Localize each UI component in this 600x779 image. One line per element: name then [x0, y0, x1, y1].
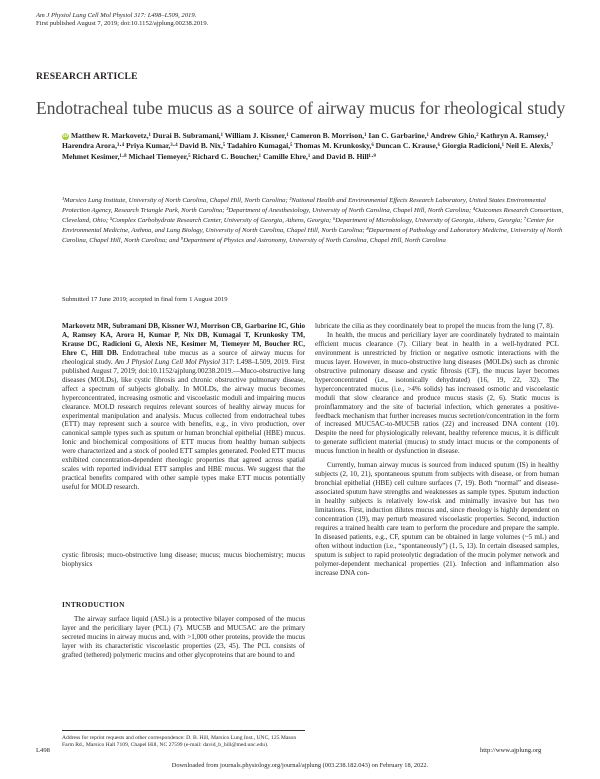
section-label: RESEARCH ARTICLE: [36, 71, 138, 82]
abstract-citation: Markovetz MR, Subramani DB, Kissner WJ, Morrison CB, Garbarine IC, Ghio A, Ramsey KA, Arora H, Kumar P, Nix DB, Kumagai T, Krunkosky TM, Krause DC, Radicioni G, Alexis NE, Kesimer M, Tiemeyer M, Boucher RC, Ehre C, Hill DB.: [62, 322, 305, 357]
author-list: [62, 131, 572, 162]
download-notice: Downloaded from journals.physiology.org/journal/ajplung (003.238.182.043) on February 18, 2022.: [171, 762, 429, 769]
article-title: Endotracheal tube mucus as a source of airway mucus for rheological study: [36, 98, 566, 118]
intro-paragraph: The airway surface liquid (ASL) is a protective bilayer composed of the mucus layer and the periciliary layer (PCL) (7). MUC5B and MUC5AC are the primary secreted mucins in airway mucus and, with >1,000 other proteins, provide the mucus layer with its characteristic viscoelastic properties (23, 45). The PCL consists of grafted (tethered) polymeric mucins and other glycoproteins that are bound to and: [62, 615, 305, 659]
journal-url-link[interactable]: http://www.ajplung.org: [480, 747, 542, 754]
journal-citation-line: Am J Physiol Lung Cell Mol Physiol 317: L498–L509, 2019.: [36, 12, 197, 19]
correspondence-footnote: Address for reprint requests and other correspondence: D. B. Hill, Marsico Lung Inst., UNC, 125 Mason Farm Rd., Marsico Hall 7109, Chapel Hill, NC 27599 (e-mail: david_b_hill@med.unc.edu).: [62, 735, 297, 749]
body-paragraph: Currently, human airway mucus is sourced from induced sputum (IS) in healthy subjects (2, 10, 21), spontaneous sputum from subjects with disease, or from human bronchial epithelial (HBE) cell culture surfaces (7, 19). Both “normal” and disease-associated sputum have strengths and weaknesses as sample types. Sputum induction in healthy subjects is relatively low-risk and minimally invasive but has two limitations. First, induction dilutes mucus and, since rheology is highly dependent on concentration (19), may perturb measured viscoelastic properties. Second, induction requires a trained health care team to perform the procedure and prepare the sample. In diseased patients, e.g., CF, sputum can be obtained in large volumes (~5 mL) and often without induction (i.e., “spontaneously”) (1, 5, 13). In certain diseased samples, sputum is subject to rapid proteolytic degradation of the mucin polymer network and polymer-dependent mechanical properties (21). Infection and inflammation also increase DNA con-: [315, 461, 559, 577]
body-paragraph: lubricate the cilia as they coordinately beat to propel the mucus from the lung (7, 8).: [315, 322, 554, 330]
introduction-text: [62, 615, 305, 660]
journal-header: [36, 12, 556, 29]
abstract: [62, 322, 305, 492]
submission-dates: Submitted 17 June 2019; accepted in final form 1 August 2019: [62, 296, 228, 303]
body-paragraph: In health, the mucus and periciliary layer are coordinately hydrated to maintain efficient mucus clearance (7). Ciliary beat in health in a well-hydrated PCL environment is unrestricted by friction or negative osmotic interactions with the mucus layer. However, in muco-obstructive lung diseases (MOLDs) such as chronic obstructive pulmonary disease and cystic fibrosis (CF), the mucus layer becomes hyperconcentrated (i.e., isotonically dehydrated) (16, 19, 22, 32). The hyperconcentrated mucus (i.e., >4% solids) has increased osmotic and viscoelastic moduli that slow clearance and produce mucus stasis (2, 6). Static mucus is proinflammatory and the site of bacterial infection, which generates a positive-feedback mechanism that further increases mucus secretion/concentration in the form of increased MUC5AC-to-MUC5B ratios (22) and increased DNA content (10). Despite the need for physiologically relevant, healthy reference mucus, it is difficult to generate sufficient material (mucus) to study intact mucus or the components of mucus function in health or dysfunction in disease.: [315, 330, 559, 456]
abstract-journal-ref: Am J Physiol Lung Cell Mol Physiol: [114, 357, 220, 366]
orcid-icon[interactable]: iD: [63, 134, 68, 139]
page-number: L498: [36, 747, 50, 754]
right-column-text: [315, 322, 559, 578]
introduction-heading: INTRODUCTION: [62, 600, 125, 609]
abstract-title-ref: Endotracheal tube mucus as a source of airway mucus for rheological study.: [62, 348, 306, 366]
footnote-divider: [62, 730, 305, 731]
abstract-details: 317: L498–L509, 2019. First published August 7, 2019; doi:10.1152/ajplung.00238.2019.—: [62, 357, 305, 375]
keywords: cystic fibrosis; muco-obstructive lung disease; mucus; mucus biochemistry; mucus biophysics: [62, 551, 305, 568]
journal-doi-line: First published August 7, 2019; doi:10.1152/ajplung.00238.2019.: [36, 20, 209, 28]
abstract-body: Muco-obstructive lung diseases (MOLDs), like cystic fibrosis and chronic obstructive pulmonary disease, affect a spectrum of subjects globally. In MOLDs, the airway mucus becomes hyperconcentrated, increasing osmotic and viscoelastic moduli and impairing mucus clearance. MOLD research requires relevant sources of healthy airway mucus for experimental manipulation and analysis. Mucus collected from endotracheal tubes (ETT) may represent such a source with benefits, e.g., in vivo production, over canonical sample types such as sputum or human bronchial epithelial (HBE) mucus. Ionic and biochemical compositions of ETT mucus from healthy human subjects were characterized and a stock of pooled ETT samples generated. Pooled ETT mucus exhibited concentration-dependent rheologic properties that agreed across spatial scales with reported individual ETT samples and HBE mucus. We suggest that the practical benefits compared with other sample types make ETT mucus potentially useful for MOLD research.: [62, 366, 305, 492]
affiliations: ¹Marsico Lung Institute, University of North Carolina, Chapel Hill, North Carolina; ²National Health and Environmental Effects Research Laboratory, United States Environmental Protection Agency, Research Triangle Park, North Carolina; ³Department of Anesthesiology, University of North Carolina, Chapel Hill, North Carolina; ⁴Outcomes Research Consortium, Cleveland, Ohio; ⁵Complex Carbohydrate Research Center, University of Georgia, Athens, Georgia; ⁶Department of Microbiology, University of Georgia, Athens, Georgia; ⁷Center for Environmental Medicine, Asthma, and Lung Biology, University of North Carolina, Chapel Hill, North Carolina; ⁸Department of Pathology and Laboratory Medicine, University of North Carolina, Chapel Hill, North Carolina; and ⁹Department of Physics and Astronomy, University of North Carolina, Chapel Hill, North Carolina: [62, 197, 564, 245]
author-names: Matthew R. Markovetz,¹ Durai B. Subramani,¹ William J. Kissner,¹ Cameron B. Morrison,¹ Ian C. Garbarine,¹ Andrew Ghio,² Kathryn A. Ramsey,¹ Harendra Arora,³·⁴ Priya Kumar,³·⁴ David B. Nix,⁵ Tadahiro Kumagai,⁵ Thomas M. Krunkosky,⁶ Duncan C. Krause,⁶ Giorgia Radicioni,¹ Neil E. Alexis,⁷ Mehmet Kesimer,¹·⁸ Michael Tiemeyer,⁵ Richard C. Boucher,¹ Camille Ehre,¹ and David B. Hill¹·⁹: [62, 131, 554, 161]
